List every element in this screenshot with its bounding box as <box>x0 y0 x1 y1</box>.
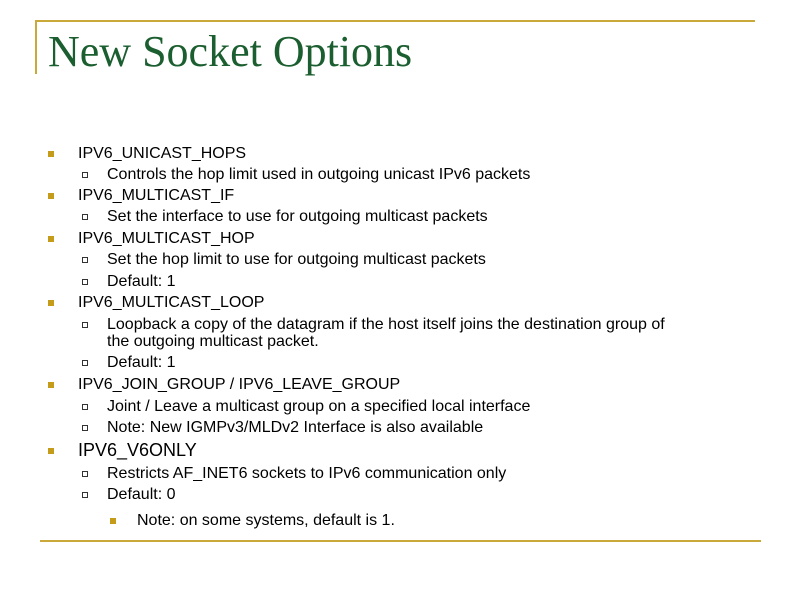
hollow-square-bullet-icon <box>82 279 88 285</box>
frame-left-line <box>35 20 37 74</box>
square-bullet-icon <box>48 236 54 242</box>
sub-bullet-item: Restricts AF_INET6 sockets to IPv6 communication only <box>107 465 507 482</box>
sub-bullet-item: Default: 0 <box>107 486 176 503</box>
slide-title: New Socket Options <box>48 27 413 76</box>
square-bullet-icon <box>48 300 54 306</box>
frame-bottom-line <box>40 540 761 542</box>
square-bullet-icon <box>110 518 116 524</box>
sub-bullet-item: Joint / Leave a multicast group on a specified local interface <box>107 398 531 415</box>
sub-bullet-item: Set the interface to use for outgoing multicast packets <box>107 208 488 225</box>
square-bullet-icon <box>48 448 54 454</box>
sub-bullet-item: Default: 1 <box>107 273 176 290</box>
sub-bullet-item: Loopback a copy of the datagram if the host itself joins the destination group of <box>107 316 665 333</box>
bullet-item: IPV6_MULTICAST_LOOP <box>78 294 265 311</box>
sub-bullet-item-continuation: the outgoing multicast packet. <box>107 333 319 350</box>
bullet-item: IPV6_JOIN_GROUP / IPV6_LEAVE_GROUP <box>78 376 401 393</box>
bullet-item: IPV6_V6ONLY <box>78 440 197 460</box>
frame-top-line <box>35 20 755 22</box>
square-bullet-icon <box>48 382 54 388</box>
sub-bullet-item: Default: 1 <box>107 354 176 371</box>
square-bullet-icon <box>48 193 54 199</box>
sub-bullet-item: Set the hop limit to use for outgoing multicast packets <box>107 251 486 268</box>
hollow-square-bullet-icon <box>82 214 88 220</box>
hollow-square-bullet-icon <box>82 404 88 410</box>
hollow-square-bullet-icon <box>82 172 88 178</box>
sub-sub-bullet-item: Note: on some systems, default is 1. <box>137 512 395 529</box>
hollow-square-bullet-icon <box>82 425 88 431</box>
hollow-square-bullet-icon <box>82 360 88 366</box>
hollow-square-bullet-icon <box>82 257 88 263</box>
bullet-item: IPV6_UNICAST_HOPS <box>78 145 247 162</box>
bullet-item: IPV6_MULTICAST_HOP <box>78 230 255 247</box>
sub-bullet-item: Controls the hop limit used in outgoing unicast IPv6 packets <box>107 166 531 183</box>
sub-bullet-item: Note: New IGMPv3/MLDv2 Interface is also available <box>107 419 484 436</box>
hollow-square-bullet-icon <box>82 492 88 498</box>
square-bullet-icon <box>48 151 54 157</box>
hollow-square-bullet-icon <box>82 471 88 477</box>
hollow-square-bullet-icon <box>82 322 88 328</box>
bullet-item: IPV6_MULTICAST_IF <box>78 187 235 204</box>
